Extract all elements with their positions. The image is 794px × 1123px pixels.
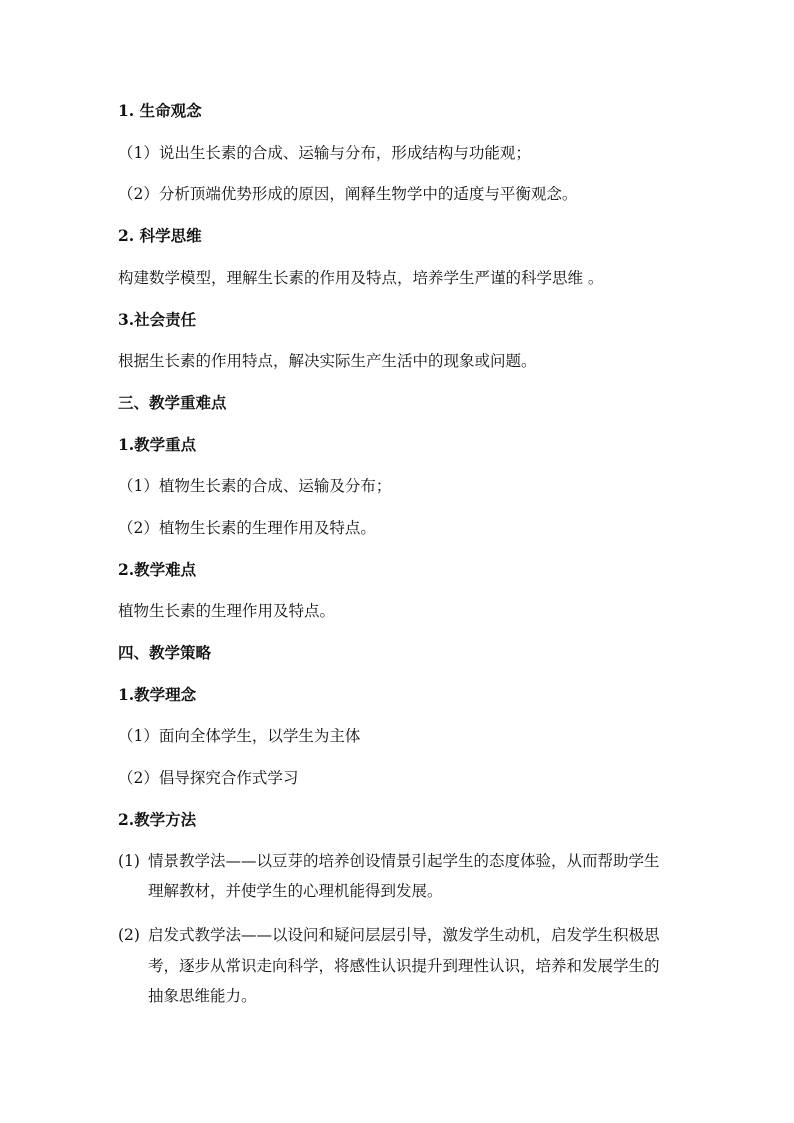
method-text-line: 理解教材，并使学生的心理机能得到发展。	[148, 882, 443, 900]
paragraph: 构建数学模型，理解生长素的作用及特点，培养学生严谨的科学思维 。	[118, 269, 604, 287]
part-heading-teaching-strategy: 四、教学策略	[118, 643, 212, 662]
method-text-line: 启发式教学法——以设问和疑问层层引导，激发学生动机，启发学生积极思	[148, 926, 660, 944]
section-heading-social-responsibility: 3.社会责任	[118, 310, 197, 329]
method-text-line: 情景教学法——以豆芽的培养创设情景引起学生的态度体验，从而帮助学生	[148, 852, 660, 870]
list-item: （2）植物生长素的生理作用及特点。	[118, 519, 376, 537]
paragraph: 植物生长素的生理作用及特点。	[118, 602, 336, 620]
method-item-heuristic	[118, 925, 678, 1005]
list-item: （2）倡导探究合作式学习	[118, 769, 299, 787]
part-heading-key-difficult-points: 三、教学重难点	[118, 393, 227, 412]
method-item-situational	[118, 851, 678, 901]
section-heading-scientific-thinking: 2. 科学思维	[118, 226, 202, 245]
list-marker: (1)	[118, 852, 140, 870]
section-heading-life-concept: 1. 生命观念	[118, 101, 202, 120]
method-text-line: 考，逐步从常识走向科学，将感性认识提升到理性认识，培养和发展学生的	[148, 957, 660, 975]
list-item: （2）分析顶端优势形成的原因，阐释生物学中的适度与平衡观念。	[118, 185, 578, 203]
section-heading-difficult-points: 2.教学难点	[118, 560, 197, 579]
list-marker: (2)	[118, 926, 140, 944]
section-heading-key-points: 1.教学重点	[118, 435, 197, 454]
section-heading-teaching-idea: 1.教学理念	[118, 685, 197, 704]
section-heading-teaching-method: 2.教学方法	[118, 810, 197, 829]
list-item: （1）说出生长素的合成、运输与分布，形成结构与功能观；	[118, 144, 531, 162]
list-item: （1）面向全体学生，以学生为主体	[118, 727, 361, 745]
list-item: （1）植物生长素的合成、运输及分布；	[118, 477, 392, 495]
method-text-line: 抽象思维能力。	[148, 987, 257, 1005]
paragraph: 根据生长素的作用特点，解决实际生产生活中的现象或问题。	[118, 352, 537, 370]
